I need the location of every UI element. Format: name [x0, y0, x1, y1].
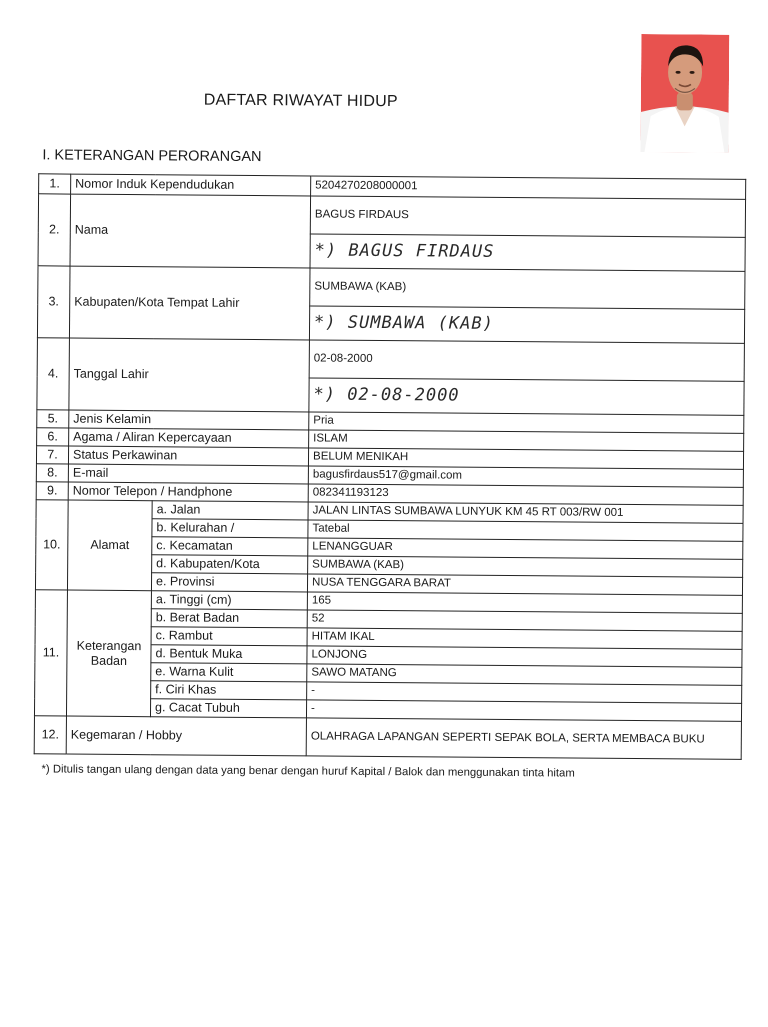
row-label: Kegemaran / Hobby [66, 716, 306, 756]
row-number: 2. [38, 194, 71, 266]
passport-photo [640, 34, 729, 153]
row-number: 4. [37, 338, 70, 410]
row-label: Tanggal Lahir [69, 338, 310, 412]
sub-label: a. Tinggi (cm) [151, 591, 307, 610]
row-label: Nama [70, 194, 311, 268]
row-label-line-2: Badan [90, 653, 128, 668]
sub-label: d. Bentuk Muka [151, 645, 307, 664]
row-label: Alamat [67, 500, 152, 591]
sub-label: c. Rambut [151, 627, 307, 646]
sub-label: c. Kecamatan [152, 537, 308, 556]
sub-label: a. Jalan [152, 501, 308, 520]
row-value: OLAHRAGA LAPANGAN SEPERTI SEPAK BOLA, SERTA MEMBACA BUKU [306, 718, 741, 759]
handwritten-value: *) 02-08-2000 [309, 378, 744, 415]
row-number: 9. [36, 482, 68, 500]
row-number: 8. [36, 464, 68, 482]
row-value: 02-08-2000 [309, 340, 744, 381]
sub-value: 52 [307, 610, 742, 631]
row-label: Kabupaten/Kota Tempat Lahir [69, 266, 310, 340]
row-tempat-lahir [38, 266, 745, 310]
handwritten-value: *) SUMBAWA (KAB) [309, 306, 744, 343]
sub-value: - [306, 700, 741, 721]
row-nama [38, 194, 745, 238]
row-value: BELUM MENIKAH [308, 448, 743, 469]
sub-label: f. Ciri Khas [151, 681, 307, 700]
sub-value: NUSA TENGGARA BARAT [307, 574, 742, 595]
handwritten-value: *) BAGUS FIRDAUS [310, 234, 745, 271]
sub-label: e. Provinsi [151, 573, 307, 592]
row-label: Nomor Induk Kependudukan [71, 174, 311, 196]
sub-value: Tatebal [308, 520, 743, 541]
row-number: 11. [34, 590, 67, 716]
sub-label: b. Berat Badan [151, 609, 307, 628]
row-tanggal-lahir [37, 338, 744, 382]
sub-label: e. Warna Kulit [151, 663, 307, 682]
sub-value: SUMBAWA (KAB) [308, 556, 743, 577]
sub-value: SAWO MATANG [307, 664, 742, 685]
sub-value: JALAN LINTAS SUMBAWA LUNYUK KM 45 RT 003/RW 001 [308, 502, 743, 523]
sub-value: LONJONG [307, 646, 742, 667]
row-label [66, 590, 151, 717]
row-label: Status Perkawinan [68, 446, 308, 466]
row-value: SUMBAWA (KAB) [310, 268, 745, 309]
row-number: 1. [39, 174, 71, 194]
row-value: ISLAM [309, 430, 744, 451]
row-number: 5. [37, 410, 69, 428]
row-value: Pria [309, 412, 744, 433]
personal-info-table [34, 173, 747, 760]
row-label: Nomor Telepon / Handphone [68, 482, 308, 502]
person-photo-icon [640, 34, 729, 153]
section-title: I. KETERANGAN PERORANGAN [42, 147, 262, 166]
sub-label: g. Cacat Tubuh [150, 699, 306, 718]
sub-value: LENANGGUAR [308, 538, 743, 559]
footnote: *) Ditulis tangan ulang dengan data yang benar dengan huruf Kapital / Balok dan menggunakan tinta hitam [41, 763, 575, 780]
row-number: 6. [37, 428, 69, 446]
row-label-line-1: Keterangan [76, 638, 142, 654]
row-label: Jenis Kelamin [69, 410, 309, 430]
row-label: Agama / Aliran Kepercayaan [69, 428, 309, 448]
row-number: 7. [36, 446, 68, 464]
row-value: 5204270208000001 [311, 176, 746, 199]
row-number: 10. [35, 500, 68, 590]
row-value: bagusfirdaus517@gmail.com [308, 466, 743, 487]
row-label: E-mail [68, 464, 308, 484]
sub-value: HITAM IKAL [307, 628, 742, 649]
row-value: BAGUS FIRDAUS [310, 196, 745, 237]
row-number: 12. [34, 716, 66, 754]
sub-value: 165 [307, 592, 742, 613]
document-title: DAFTAR RIWAYAT HIDUP [203, 91, 398, 111]
row-value: 082341193123 [308, 484, 743, 505]
sub-label: d. Kabupaten/Kota [152, 555, 308, 574]
row-number: 3. [37, 266, 70, 338]
sub-label: b. Kelurahan / [152, 519, 308, 538]
sub-value: - [307, 682, 742, 703]
row-hobby [34, 716, 741, 760]
